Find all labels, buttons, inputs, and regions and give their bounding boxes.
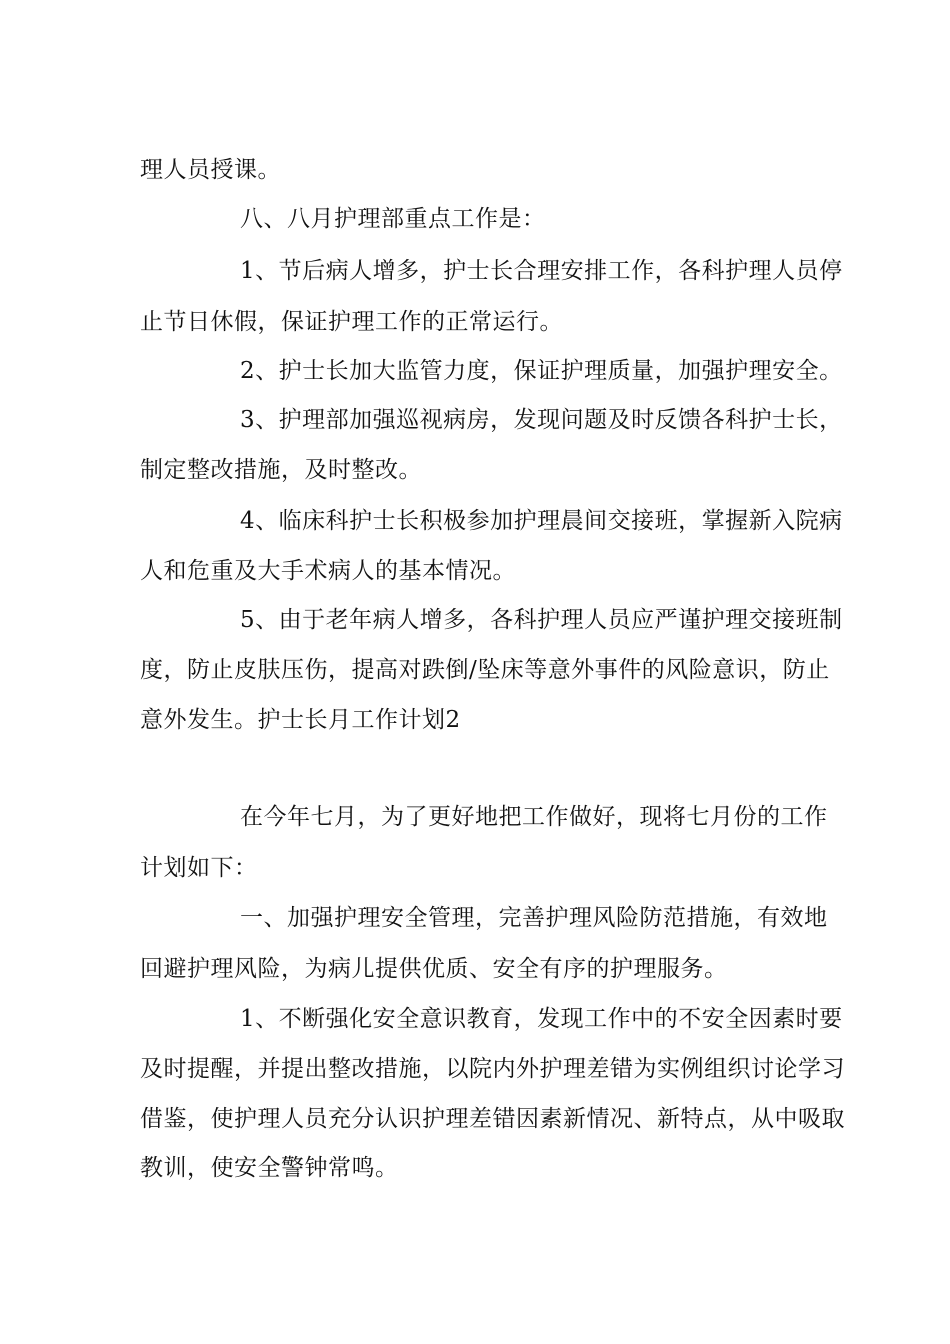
text-line: 教训，使安全警钟常鸣。 [140,1155,399,1181]
text-line: 2、护士长加大监管力度，保证护理质量，加强护理安全。 [240,358,843,384]
text-line: 借鉴，使护理人员充分认识护理差错因素新情况、新特点，从中吸取 [140,1106,845,1132]
text-line: 理人员授课。 [140,157,281,183]
section-heading: 八、八月护理部重点工作是： [240,206,546,232]
text-line: 1、不断强化安全意识教育，发现工作中的不安全因素时要 [240,1006,843,1032]
text-line: 人和危重及大手术病人的基本情况。 [140,558,516,584]
text-line: 回避护理风险，为病儿提供优质、安全有序的护理服务。 [140,956,728,982]
text-line: 4、临床科护士长积极参加护理晨间交接班，掌握新入院病 [240,508,843,534]
text-line: 在今年七月，为了更好地把工作做好，现将七月份的工作 [240,804,828,830]
text-line: 度，防止皮肤压伤，提高对跌倒/坠床等意外事件的风险意识，防止 [140,657,830,683]
text-line: 意外发生。护士长月工作计划2 [140,707,461,733]
text-line: 3、护理部加强巡视病房，发现问题及时反馈各科护士长， [240,407,843,433]
text-line: 止节日休假，保证护理工作的正常运行。 [140,309,563,335]
text-line: 制定整改措施，及时整改。 [140,457,422,483]
text-line: 5、由于老年病人增多，各科护理人员应严谨护理交接班制 [240,607,843,633]
text-line: 及时提醒，并提出整改措施，以院内外护理差错为实例组织讨论学习 [140,1056,845,1082]
text-line: 1、节后病人增多，护士长合理安排工作，各科护理人员停 [240,258,843,284]
section-heading: 一、加强护理安全管理，完善护理风险防范措施，有效地 [240,905,828,931]
text-line: 计划如下： [140,855,258,881]
